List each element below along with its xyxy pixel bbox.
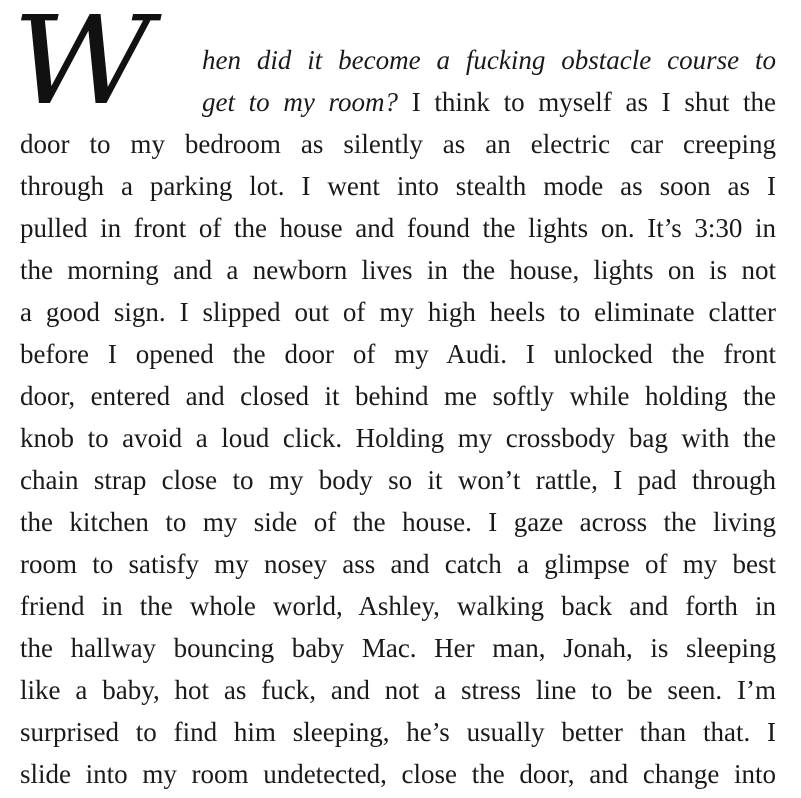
body-text: room to satisfy my nosey ass and catch a glimpse of my best bbox=[20, 549, 776, 579]
body-text: before I opened the door of my Audi. I unlocked the front bbox=[20, 339, 776, 369]
italic-text: hen did it become a fucking obstacle course to bbox=[202, 45, 776, 75]
body-text: like a baby, hot as fuck, and not a stress line to be seen. I’m bbox=[20, 675, 776, 705]
text-line bbox=[20, 758, 776, 790]
body-text: I think to myself as I shut the bbox=[398, 87, 776, 117]
italic-text: get to my room? bbox=[202, 87, 399, 117]
body-text: friend in the whole world, Ashley, walking back and forth in bbox=[20, 591, 776, 621]
text-line bbox=[20, 632, 776, 664]
text-line bbox=[20, 296, 776, 328]
text-line bbox=[20, 548, 776, 580]
body-text: chain strap close to my body so it won’t rattle, I pad through bbox=[20, 465, 776, 495]
text-line bbox=[202, 44, 776, 76]
body-text: the kitchen to my side of the house. I gaze across the living bbox=[20, 507, 776, 537]
text-line bbox=[20, 212, 776, 244]
text-line bbox=[20, 590, 776, 622]
body-text: surprised to find him sleeping, he’s usually better than that. I bbox=[20, 717, 776, 747]
text-line bbox=[20, 716, 776, 748]
body-text: door to my bedroom as silently as an electric car creeping bbox=[20, 129, 776, 159]
text-line bbox=[20, 254, 776, 286]
body-text: slide into my room undetected, close the door, and change into bbox=[20, 759, 776, 789]
text-line bbox=[202, 86, 776, 118]
body-text: the morning and a newborn lives in the house, lights on is not bbox=[20, 255, 776, 285]
text-line bbox=[20, 464, 776, 496]
body-text: knob to avoid a loud click. Holding my crossbody bag with the bbox=[20, 423, 776, 453]
text-line bbox=[20, 128, 776, 160]
text-line bbox=[20, 506, 776, 538]
body-text: door, entered and closed it behind me softly while holding the bbox=[20, 381, 776, 411]
text-line bbox=[20, 170, 776, 202]
body-text: the hallway bouncing baby Mac. Her man, Jonah, is sleeping bbox=[20, 633, 776, 663]
drop-cap-letter: W bbox=[12, 0, 146, 132]
text-line bbox=[20, 422, 776, 454]
text-line bbox=[20, 674, 776, 706]
text-line bbox=[20, 380, 776, 412]
text-line bbox=[20, 338, 776, 370]
body-text: pulled in front of the house and found the lights on. It’s 3:30 in bbox=[20, 213, 776, 243]
body-text: a good sign. I slipped out of my high heels to eliminate clatter bbox=[20, 297, 776, 327]
body-text: through a parking lot. I went into stealth mode as soon as I bbox=[20, 171, 776, 201]
